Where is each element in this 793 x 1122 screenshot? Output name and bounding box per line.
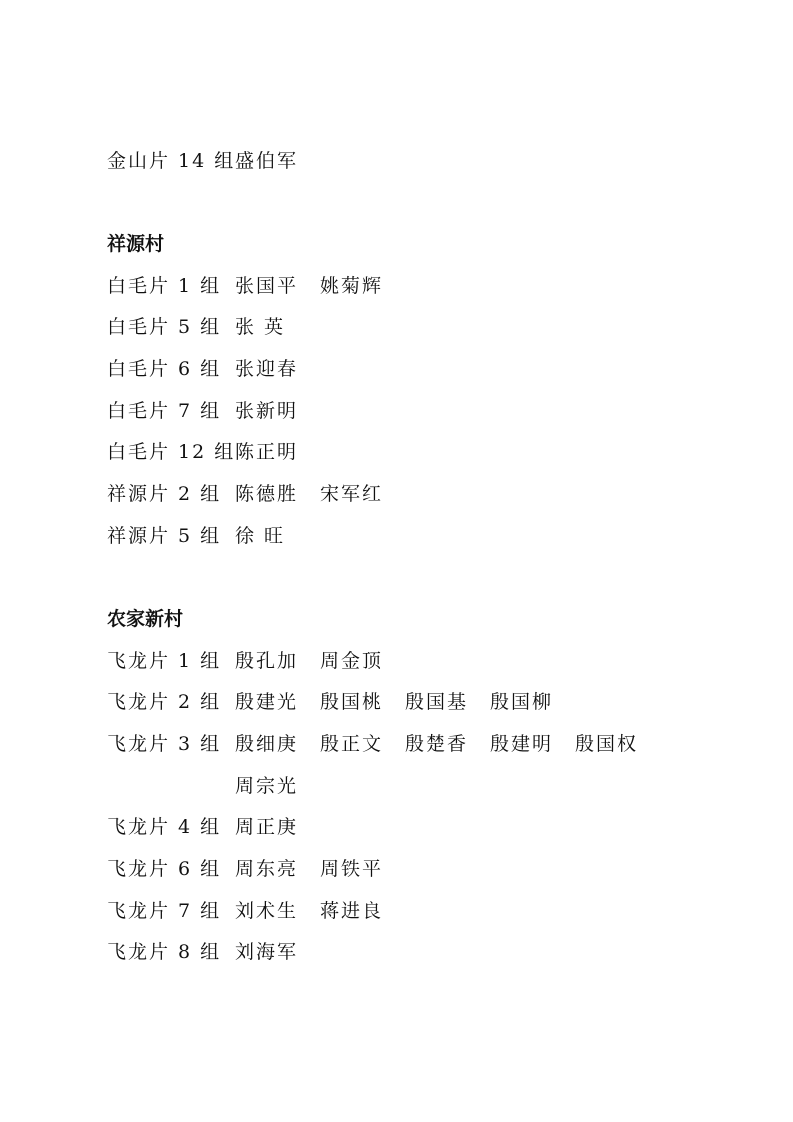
person-name: 徐 旺 bbox=[235, 525, 286, 547]
group-label: 飞龙片 2 组 bbox=[107, 691, 222, 713]
person-name: 宋军红 bbox=[320, 483, 384, 505]
person-name: 张迎春 bbox=[235, 358, 299, 380]
group-label: 飞龙片 4 组 bbox=[107, 816, 222, 838]
person-name: 张新明 bbox=[235, 400, 299, 422]
person-name: 殷楚香 bbox=[405, 733, 469, 755]
group-label: 白毛片 6 组 bbox=[107, 358, 222, 380]
person-name: 殷国权 bbox=[575, 733, 639, 755]
person-name: 陈德胜 bbox=[235, 483, 299, 505]
group-label: 金山片 14 组 bbox=[107, 150, 236, 172]
person-name: 张 英 bbox=[235, 316, 286, 338]
person-name: 殷国柳 bbox=[490, 691, 554, 713]
group-label: 飞龙片 6 组 bbox=[107, 858, 222, 880]
group-label: 白毛片 12 组 bbox=[107, 441, 236, 463]
group-label: 白毛片 7 组 bbox=[107, 400, 222, 422]
person-name: 陈正明 bbox=[235, 441, 299, 463]
group-label: 飞龙片 8 组 bbox=[107, 941, 222, 963]
person-name: 周宗光 bbox=[235, 775, 299, 797]
person-name: 蒋进良 bbox=[320, 900, 384, 922]
person-name: 周东亮 bbox=[235, 858, 299, 880]
group-label: 祥源片 2 组 bbox=[107, 483, 222, 505]
group-label: 白毛片 1 组 bbox=[107, 275, 222, 297]
person-name: 刘术生 bbox=[235, 900, 299, 922]
group-label: 白毛片 5 组 bbox=[107, 316, 222, 338]
person-name: 殷正文 bbox=[320, 733, 384, 755]
person-name: 殷国桃 bbox=[320, 691, 384, 713]
person-name: 张国平 bbox=[235, 275, 299, 297]
person-name: 盛伯军 bbox=[235, 150, 299, 172]
group-label: 飞龙片 1 组 bbox=[107, 650, 222, 672]
village-heading: 农家新村 bbox=[107, 608, 184, 630]
person-name: 殷孔加 bbox=[235, 650, 299, 672]
person-name: 殷建光 bbox=[235, 691, 299, 713]
group-label: 祥源片 5 组 bbox=[107, 525, 222, 547]
group-label: 飞龙片 3 组 bbox=[107, 733, 222, 755]
person-name: 殷细庚 bbox=[235, 733, 299, 755]
person-name: 姚菊辉 bbox=[320, 275, 384, 297]
person-name: 周正庚 bbox=[235, 816, 299, 838]
person-name: 周金顶 bbox=[320, 650, 384, 672]
person-name: 周铁平 bbox=[320, 858, 384, 880]
person-name: 刘海军 bbox=[235, 941, 299, 963]
group-label: 飞龙片 7 组 bbox=[107, 900, 222, 922]
village-heading: 祥源村 bbox=[107, 233, 165, 255]
person-name: 殷国基 bbox=[405, 691, 469, 713]
person-name: 殷建明 bbox=[490, 733, 554, 755]
